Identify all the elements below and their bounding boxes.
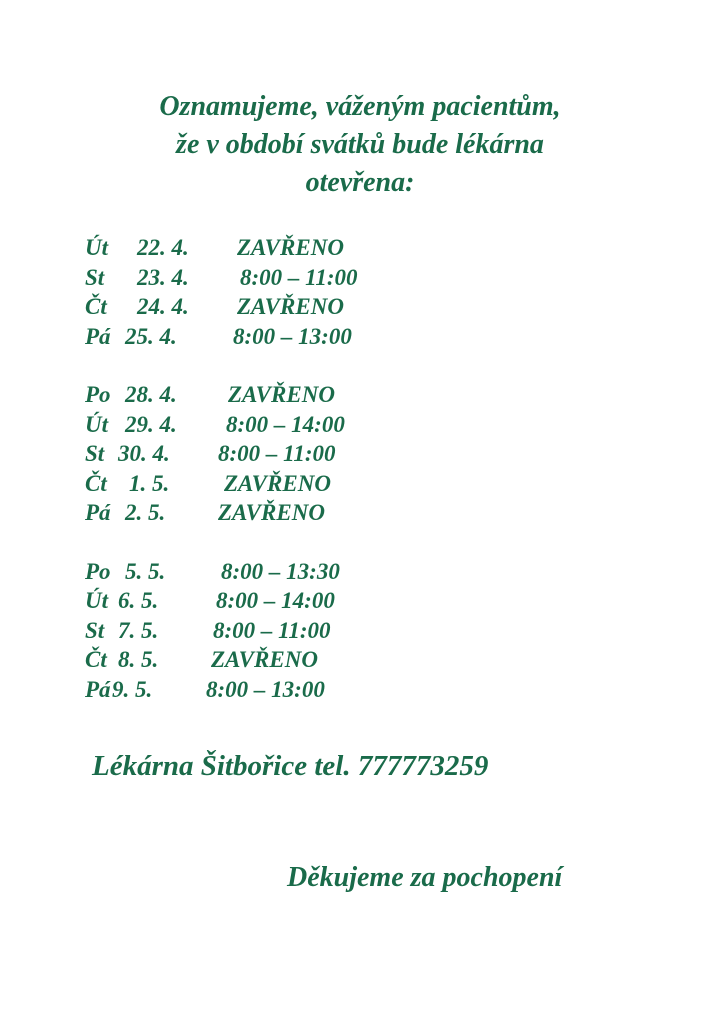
- schedule-row: [85, 557, 485, 587]
- schedule-hours: 8:00 – 14:00: [226, 411, 345, 437]
- schedule-row: [85, 263, 485, 293]
- schedule-day: Út: [85, 411, 108, 437]
- schedule-day: Čt: [85, 647, 107, 672]
- schedule-row: [85, 233, 485, 263]
- schedule-row: [85, 410, 485, 440]
- schedule-row: [85, 675, 485, 705]
- schedule-hours: 8:00 – 11:00: [213, 617, 331, 643]
- schedule-row: [85, 586, 485, 616]
- notice-heading-line: Oznamujeme, váženým pacientům,: [159, 91, 561, 122]
- schedule-day: Pá: [85, 323, 111, 349]
- schedule-day: Út: [85, 235, 108, 260]
- schedule-hours: ZAVŘENO: [211, 647, 318, 672]
- schedule-date: 5. 5.: [125, 558, 166, 584]
- schedule-day: Po: [85, 382, 111, 407]
- notice-heading-line: že v období svátků bude lékárna: [176, 129, 544, 160]
- schedule-date: 9. 5.: [112, 676, 153, 702]
- schedule-date: 8. 5.: [118, 647, 159, 672]
- schedule-week: [85, 380, 485, 528]
- schedule-day: St: [85, 617, 105, 643]
- schedule-row: [85, 439, 485, 469]
- schedule-day: Pá: [85, 500, 111, 525]
- schedule-week: [85, 233, 485, 351]
- schedule-hours: 8:00 – 13:30: [221, 558, 340, 584]
- schedule-date: 7. 5.: [118, 617, 159, 643]
- schedule-hours: ZAVŘENO: [237, 294, 344, 319]
- schedule-hours: ZAVŘENO: [237, 235, 344, 260]
- notice-heading-line: otevřena:: [305, 167, 415, 198]
- schedule-row: [85, 292, 485, 322]
- closing-thanks: Děkujeme za pochopení: [287, 862, 563, 893]
- schedule-row: [85, 498, 485, 528]
- schedule-date: 23. 4.: [137, 264, 189, 290]
- schedule-day: Pá: [85, 676, 111, 702]
- schedule-hours: 8:00 – 11:00: [240, 264, 358, 290]
- schedule-date: 29. 4.: [125, 411, 177, 437]
- schedule-row: [85, 616, 485, 646]
- schedule-date: 28. 4.: [125, 382, 177, 407]
- schedule-hours: ZAVŘENO: [218, 500, 325, 525]
- schedule-day: St: [85, 441, 105, 466]
- schedule-hours: 8:00 – 14:00: [216, 588, 335, 613]
- schedule-hours: 8:00 – 13:00: [206, 676, 325, 702]
- schedule-hours: ZAVŘENO: [228, 382, 335, 407]
- schedule-date: 24. 4.: [137, 294, 189, 319]
- schedule-hours: ZAVŘENO: [224, 470, 331, 496]
- opening-hours-schedule: [85, 233, 485, 733]
- schedule-day: St: [85, 264, 105, 290]
- schedule-date: 1. 5.: [129, 470, 170, 496]
- schedule-date: 2. 5.: [125, 500, 166, 525]
- schedule-date: 6. 5.: [118, 588, 159, 613]
- schedule-row: [85, 469, 485, 499]
- schedule-hours: 8:00 – 11:00: [218, 441, 336, 466]
- schedule-row: [85, 380, 485, 410]
- schedule-date: 22. 4.: [137, 235, 189, 260]
- schedule-date: 25. 4.: [125, 323, 177, 349]
- schedule-day: Čt: [85, 470, 107, 496]
- schedule-date: 30. 4.: [118, 441, 170, 466]
- pharmacy-contact: Lékárna Šitbořice tel. 777773259: [92, 750, 489, 782]
- schedule-hours: 8:00 – 13:00: [233, 323, 352, 349]
- notice-heading: [60, 88, 660, 202]
- schedule-week: [85, 557, 485, 705]
- schedule-day: Út: [85, 588, 108, 613]
- schedule-day: Po: [85, 558, 111, 584]
- schedule-row: [85, 322, 485, 352]
- schedule-row: [85, 645, 485, 675]
- schedule-day: Čt: [85, 294, 107, 319]
